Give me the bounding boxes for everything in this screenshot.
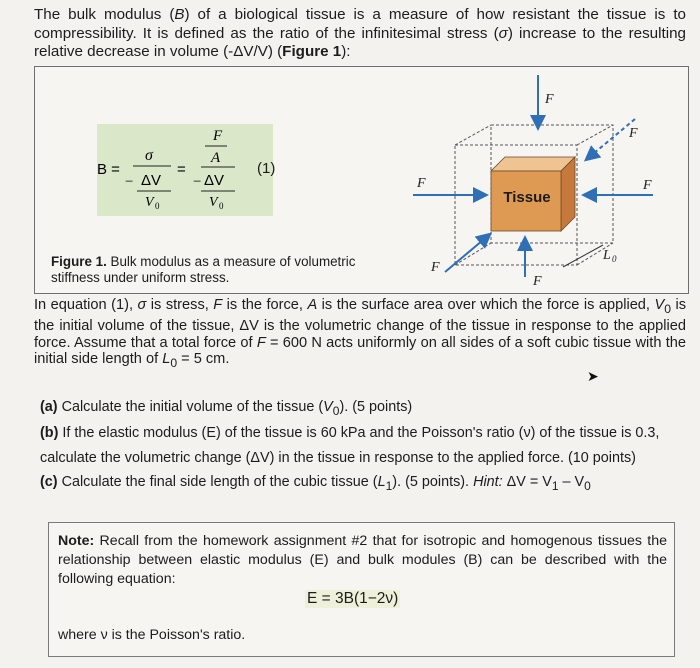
question-c: (c) Calculate the final side length of the cubic tissue $(L_1)$. (5 points). Hint: $\Delta V = V_1 - V_0$	[40, 474, 591, 493]
explanation-paragraph: In equation (1), σ is stress, F is the force, A is the surface area over which the force is applied, $V_0$ is the initial volume of the tissue, ΔV is the volumetric change of the tissue in response to the applied force. Assume that a total force of F = 600 N acts uniformly on all sides of a soft cubic tissue with the initial side length of $L_0 = 5$ cm.	[34, 297, 686, 371]
figure-1-box	[34, 66, 689, 294]
equation-number: (1)	[257, 160, 276, 177]
note-equation: E = 3B(1−2ν)	[307, 590, 399, 607]
note-box	[48, 522, 675, 657]
eq-a: A	[211, 150, 221, 166]
length-label-sub: 0	[612, 254, 617, 264]
mouse-cursor-icon: ➤	[587, 368, 599, 384]
force-label-top: F	[545, 92, 554, 107]
figure-caption: Figure 1. Bulk modulus as a measure of volumetric stiffness under uniform stress.	[51, 254, 356, 285]
eq-v0-1: V	[145, 195, 154, 210]
arrow-front	[445, 235, 489, 272]
note-text: Note: Recall from the homework assignment #2 that for isotropic and homogenous tissues the relationship between elastic modulus (E) and bulk modules (B) can be described with the following equation:	[58, 533, 667, 587]
intro-paragraph: The bulk modulus (B) of a biological tissue is a measure of how resistant the tissue is to compressibility. It is defined as the ratio of the infinitesimal stress (σ) increase to the resulting relative decrease in volume (-ΔV/V) (Figure 1):	[34, 6, 687, 60]
eq-delta-v-2: ΔV	[204, 172, 225, 189]
eq-v0-2: V	[209, 195, 218, 210]
length-label: L	[603, 248, 611, 263]
eq-neg-1: −	[125, 174, 134, 190]
length-dimension-line	[563, 245, 603, 267]
eq-lhs: B =	[97, 161, 120, 178]
tissue-label: Tissue	[503, 189, 551, 206]
force-label-right: F	[643, 178, 652, 193]
force-label-back: F	[629, 126, 638, 141]
force-label-left: F	[417, 176, 426, 191]
eq-neg-2: −	[193, 174, 202, 190]
eq-v0-sub-2: 0	[219, 201, 224, 211]
question-b-cont: calculate the volumetric change (ΔV) in the tissue in response to the applied force. (10 points)	[40, 450, 636, 466]
tissue-top-face	[491, 157, 575, 171]
note-footer: where ν is the Poisson's ratio.	[58, 627, 246, 643]
eq-f: F	[213, 128, 223, 144]
force-label-front: F	[431, 260, 440, 275]
eq-delta-v-1: ΔV	[141, 172, 162, 189]
question-b: (b) If the elastic modulus (E) of the tissue is 60 kPa and the Poisson's ratio (ν) of the tissue is 0.3,	[40, 425, 660, 441]
eq-v0-sub-1: 0	[155, 201, 160, 211]
eq-sigma: σ	[145, 147, 153, 164]
force-label-bottom: F	[533, 274, 542, 289]
eq-equals: =	[177, 161, 186, 178]
question-a: (a) Calculate the initial volume of the tissue $(V_0)$. (5 points)	[40, 399, 413, 418]
